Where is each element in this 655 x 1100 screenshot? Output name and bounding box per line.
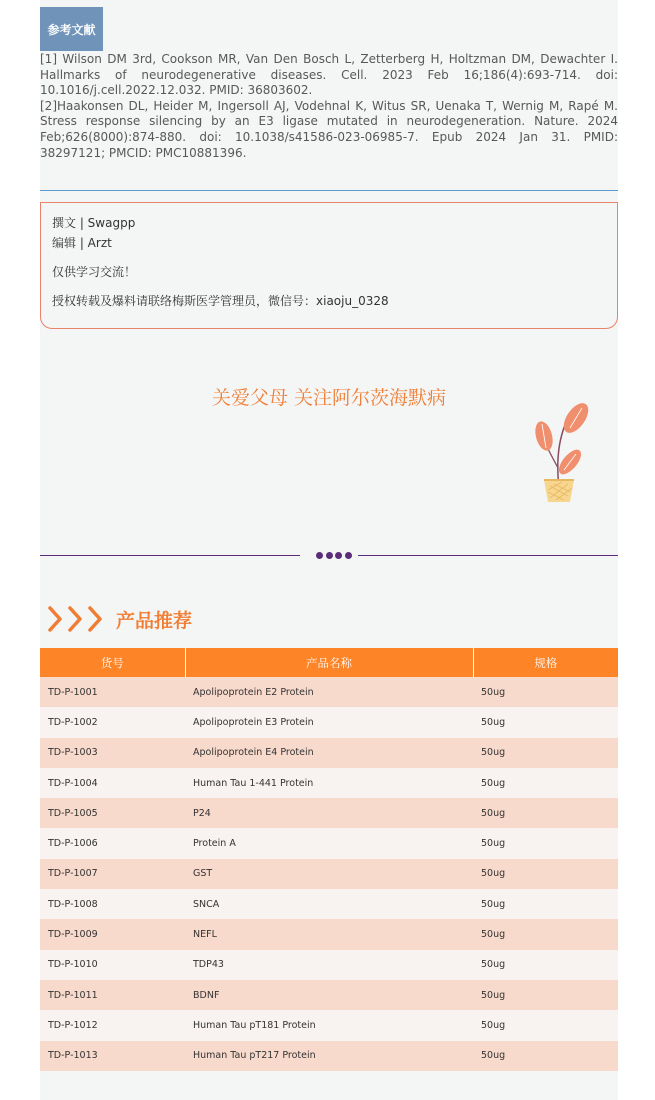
table-row xyxy=(40,738,618,768)
cell-product-name: P24 xyxy=(185,798,473,828)
cell-sku: TD-P-1003 xyxy=(40,738,185,768)
cell-spec: 50ug xyxy=(473,1010,618,1040)
section-divider-line xyxy=(40,190,618,191)
cell-spec: 50ug xyxy=(473,950,618,980)
credit-note: 仅供学习交流！ xyxy=(52,265,137,279)
table-row xyxy=(40,889,618,919)
reference-item: [2]Haakonsen DL, Heider M, Ingersoll AJ, Vodehnal K, Witus SR, Uenaka T, Wernig M, Rapé M. Stress response silencing by an E3 ligase mutated in neurodegeneration. Nature. 2024 Feb;626(8000):874-880. doi: 10.1038/s41586-023-06985-7. Epub 2024 Jan 31. PMID: 38297121; PMCID: PMC10881396. xyxy=(40,98,618,160)
products-table xyxy=(40,648,618,1071)
credit-author: 撰文 | Swagpp xyxy=(52,216,136,230)
cell-sku: TD-P-1002 xyxy=(40,707,185,737)
cell-sku: TD-P-1013 xyxy=(40,1041,185,1071)
cell-sku: TD-P-1012 xyxy=(40,1010,185,1040)
cell-sku: TD-P-1007 xyxy=(40,859,185,889)
cell-product-name: Apolipoprotein E4 Protein xyxy=(185,738,473,768)
cell-spec: 50ug xyxy=(473,768,618,798)
cell-product-name: Protein A xyxy=(185,828,473,858)
cell-sku: TD-P-1001 xyxy=(40,677,185,707)
table-row xyxy=(40,1010,618,1040)
header-product-name: 产品名称 xyxy=(185,648,473,677)
cell-product-name: NEFL xyxy=(185,919,473,949)
cell-product-name: Human Tau pT181 Protein xyxy=(185,1010,473,1040)
table-row xyxy=(40,1041,618,1071)
table-row xyxy=(40,859,618,889)
cell-sku: TD-P-1010 xyxy=(40,950,185,980)
cell-spec: 50ug xyxy=(473,707,618,737)
header-spec: 规格 xyxy=(473,648,618,677)
references-list xyxy=(40,52,618,161)
cell-spec: 50ug xyxy=(473,828,618,858)
cell-spec: 50ug xyxy=(473,980,618,1010)
cell-sku: TD-P-1011 xyxy=(40,980,185,1010)
cell-spec: 50ug xyxy=(473,919,618,949)
slogan: 关爱父母 关注阿尔茨海默病 xyxy=(211,387,447,409)
table-row xyxy=(40,950,618,980)
cell-product-name: Apolipoprotein E2 Protein xyxy=(185,677,473,707)
cell-product-name: SNCA xyxy=(185,889,473,919)
cell-product-name: TDP43 xyxy=(185,950,473,980)
cell-sku: TD-P-1009 xyxy=(40,919,185,949)
cell-spec: 50ug xyxy=(473,738,618,768)
plant-pot-icon xyxy=(530,398,592,506)
cell-sku: TD-P-1004 xyxy=(40,768,185,798)
cell-spec: 50ug xyxy=(473,798,618,828)
cell-spec: 50ug xyxy=(473,859,618,889)
article-page xyxy=(40,0,618,1100)
table-header-row xyxy=(40,648,618,677)
header-sku: 货号 xyxy=(40,648,185,677)
references-tag-label: 参考文献 xyxy=(47,22,96,37)
cell-sku: TD-P-1005 xyxy=(40,798,185,828)
cell-spec: 50ug xyxy=(473,1041,618,1071)
table-row xyxy=(40,980,618,1010)
table-row xyxy=(40,828,618,858)
cell-spec: 50ug xyxy=(473,677,618,707)
table-row xyxy=(40,919,618,949)
dotted-divider xyxy=(40,548,618,564)
cell-sku: TD-P-1006 xyxy=(40,828,185,858)
cell-product-name: Human Tau 1-441 Protein xyxy=(185,768,473,798)
cell-product-name: Apolipoprotein E3 Protein xyxy=(185,707,473,737)
cell-product-name: Human Tau pT217 Protein xyxy=(185,1041,473,1071)
table-row xyxy=(40,798,618,828)
credits-box xyxy=(40,202,618,329)
credit-contact: 授权转载及爆料请联络梅斯医学管理员，微信号：xiaoju_0328 xyxy=(52,294,389,308)
cell-product-name: BDNF xyxy=(185,980,473,1010)
table-row xyxy=(40,677,618,707)
table-row xyxy=(40,768,618,798)
cell-product-name: GST xyxy=(185,859,473,889)
reference-item: [1] Wilson DM 3rd, Cookson MR, Van Den Bosch L, Zetterberg H, Holtzman DM, Dewachter I. Hallmarks of neurodegenerative diseases. Cell. 2023 Feb 16;186(4):693-714. doi: 10.1016/j.cell.2022.12.032. PMID: 36803602. xyxy=(40,52,618,98)
cell-spec: 50ug xyxy=(473,889,618,919)
cell-sku: TD-P-1008 xyxy=(40,889,185,919)
table-row xyxy=(40,707,618,737)
products-title: 产品推荐 xyxy=(116,609,193,632)
references-tag xyxy=(40,7,103,51)
products-section-title xyxy=(46,603,192,635)
credit-editor: 编辑 | Arzt xyxy=(52,236,112,250)
triple-chevron-right-icon xyxy=(46,604,108,634)
